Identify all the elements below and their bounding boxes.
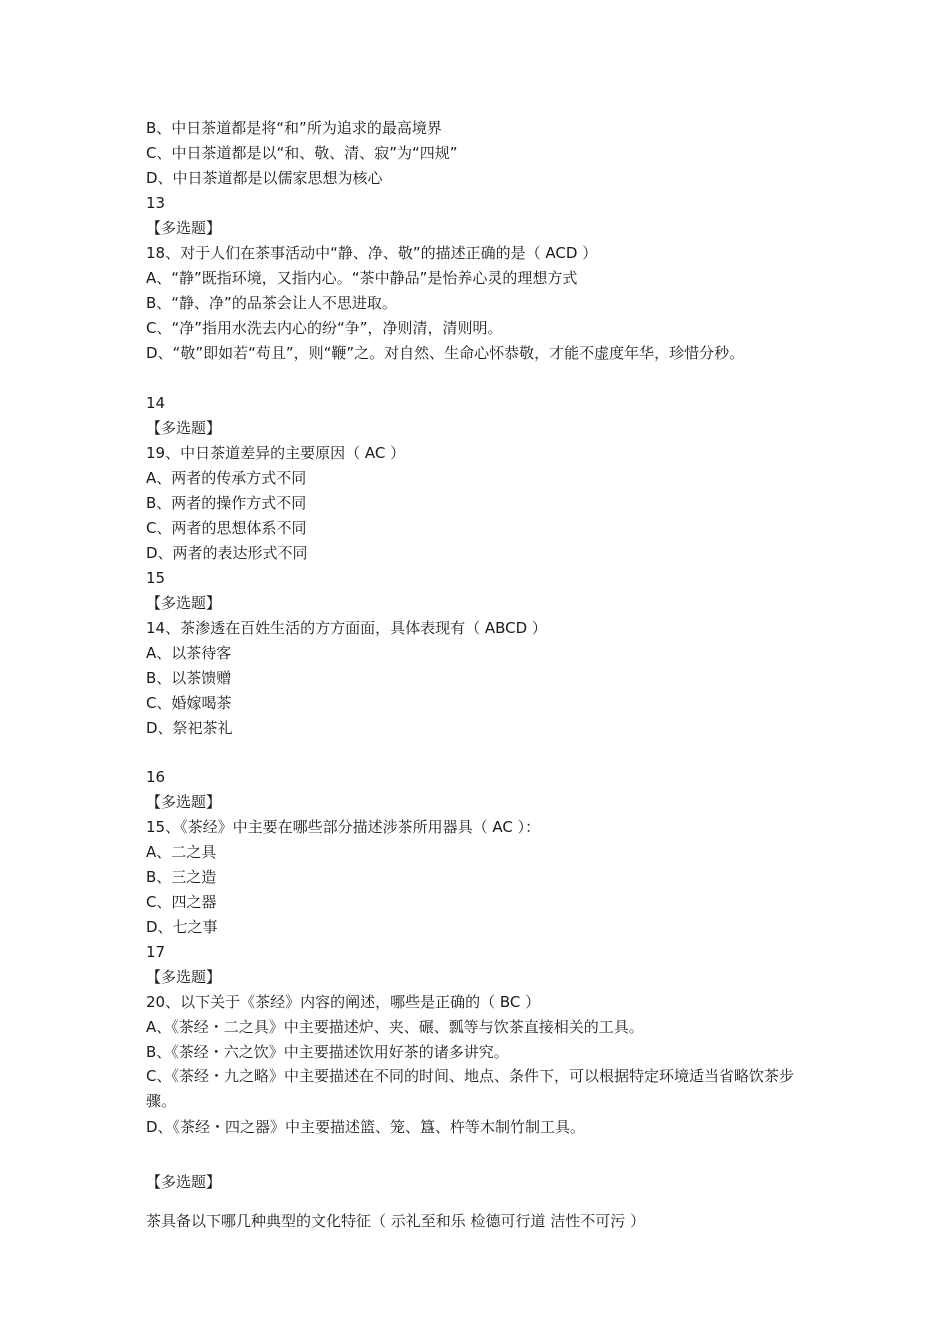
question-index-13: 13 (146, 194, 166, 212)
option-b-q15: B、三之造 (146, 868, 217, 886)
option-d-q17: D、中日茶道都是以儒家思想为核心 (146, 169, 383, 187)
question-index-14: 14 (146, 394, 166, 412)
question-index-16: 16 (146, 768, 166, 786)
option-b-q20: B、《茶经・六之饮》中主要描述饮用好茶的诸多讲究。 (146, 1043, 509, 1061)
question-type-last: 【多选题】 (146, 1173, 222, 1191)
question-last-stem: 茶具备以下哪几种典型的文化特征（ 示礼至和乐 检德可行道 洁性不可污 ） (146, 1212, 646, 1230)
question-index-15: 15 (146, 569, 166, 587)
question-19-stem: 19、中日茶道差异的主要原因（ AC ） (146, 444, 406, 462)
question-type-16: 【多选题】 (146, 793, 222, 811)
option-d-q20: D、《茶经・四之器》中主要描述篮、笼、簋、杵等木制竹制工具。 (146, 1118, 586, 1136)
question-type-14: 【多选题】 (146, 419, 222, 437)
option-d-q19: D、两者的表达形式不同 (146, 544, 308, 562)
question-type-13: 【多选题】 (146, 219, 222, 237)
question-type-15: 【多选题】 (146, 594, 222, 612)
option-a-q20: A、《茶经・二之具》中主要描述炉、夹、碾、瓢等与饮茶直接相关的工具。 (146, 1018, 644, 1036)
option-c-q18: C、“净”指用水洗去内心的纷“争”，净则清，清则明。 (146, 319, 503, 337)
option-a-q14: A、以茶待客 (146, 644, 232, 662)
question-index-17: 17 (146, 943, 166, 961)
option-b-q17: B、中日茶道都是将“和”所为追求的最高境界 (146, 119, 442, 137)
option-a-q15: A、二之具 (146, 843, 217, 861)
option-c-q19: C、两者的思想体系不同 (146, 519, 307, 537)
option-c-q20: C、《茶经・九之略》中主要描述在不同的时间、地点、条件下，可以根据特定环境适当省略饮茶步骤。 (146, 1067, 794, 1110)
option-b-q14: B、以茶馈赠 (146, 669, 232, 687)
option-a-q18: A、“静”既指环境，又指内心。“茶中静品”是怡养心灵的理想方式 (146, 269, 578, 287)
option-c-q14: C、婚嫁喝茶 (146, 694, 232, 712)
question-15-stem: 15、《茶经》中主要在哪些部分描述涉茶所用器具（ AC ）： (146, 818, 541, 836)
question-20-stem: 20、以下关于《茶经》内容的阐述，哪些是正确的（ BC ） (146, 993, 541, 1011)
option-d-q14: D、祭祀茶礼 (146, 719, 233, 737)
question-14-stem: 14、茶渗透在百姓生活的方方面面，具体表现有（ ABCD ） (146, 619, 547, 637)
question-18-stem: 18、对于人们在茶事活动中“静、净、敬”的描述正确的是（ ACD ） (146, 244, 598, 262)
question-type-17: 【多选题】 (146, 968, 222, 986)
option-c-q15: C、四之器 (146, 893, 217, 911)
option-a-q19: A、两者的传承方式不同 (146, 469, 307, 487)
option-c-q17: C、中日茶道都是以“和、敬、清、寂”为“四规” (146, 144, 458, 162)
option-d-q15: D、七之事 (146, 918, 218, 936)
option-b-q18: B、“静、净”的品茶会让人不思进取。 (146, 294, 397, 312)
option-d-q18: D、“敬”即如若“苟且”，则“鞭”之。对自然、生命心怀恭敬，才能不虚度年华，珍惜分秒。 (146, 344, 745, 362)
option-b-q19: B、两者的操作方式不同 (146, 494, 307, 512)
